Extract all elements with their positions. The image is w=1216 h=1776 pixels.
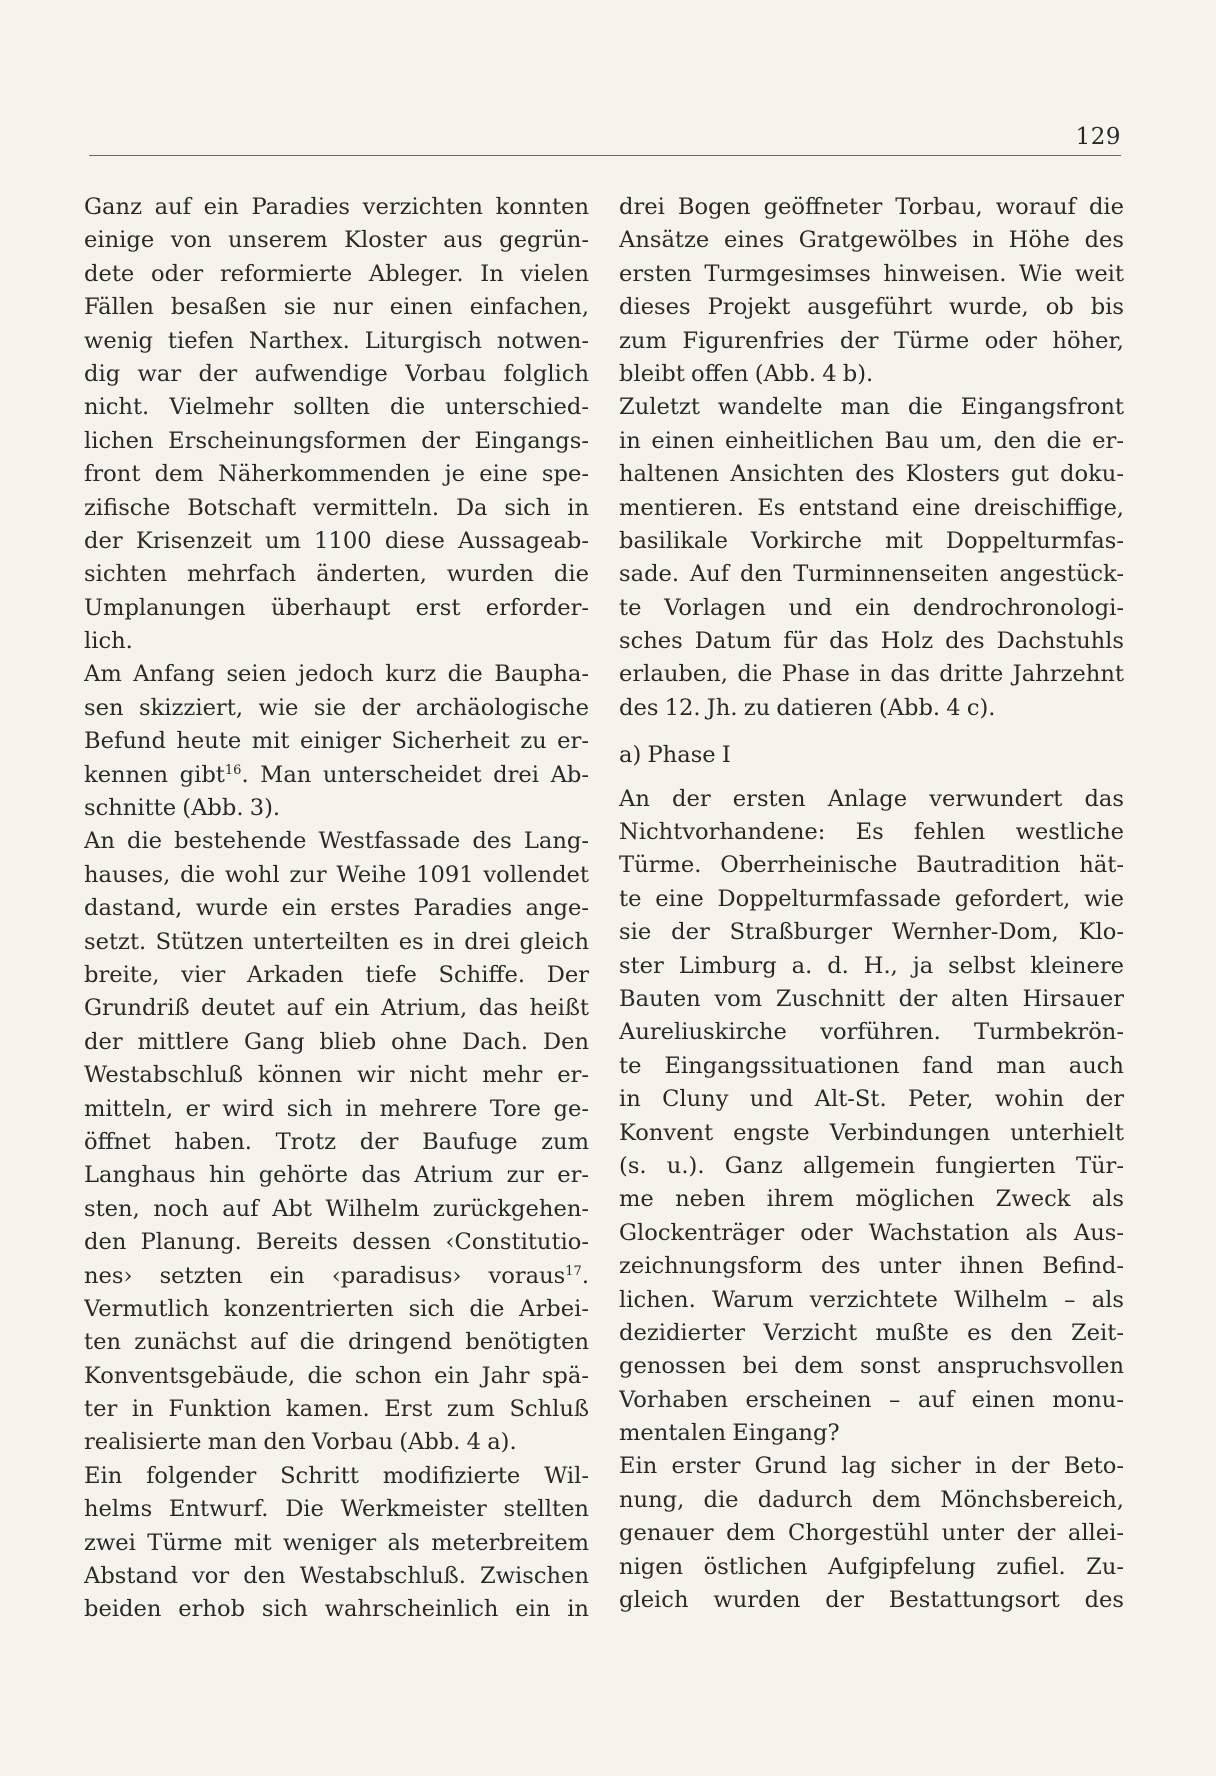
text-line: dastand, wurde ein erstes Paradies ange- <box>84 895 589 922</box>
text-line: nicht. Vielmehr sollten die unterschied- <box>84 394 589 421</box>
text-line: Türme. Oberrheinische Bautradition hät- <box>619 852 1124 879</box>
text-line: setzt. Stützen unterteilten es in drei gleich <box>84 928 589 955</box>
text-line: mentieren. Es entstand eine dreischiffige, <box>619 494 1124 521</box>
text-line: Ein erster Grund lag sicher in der Beto- <box>619 1453 1124 1480</box>
text-line: dieses Projekt ausgeführt wurde, ob bis <box>619 294 1124 321</box>
text-line: An der ersten Anlage verwundert das <box>619 785 1124 812</box>
text-line: erlauben, die Phase in das dritte Jahrzehnt <box>619 661 1124 688</box>
text-line: lichen. Warum verzichtete Wilhelm – als <box>619 1286 1124 1313</box>
text-line: lichen Erscheinungsformen der Eingangs- <box>84 427 589 454</box>
text-line: Glockenträger oder Wachstation als Aus- <box>619 1219 1124 1246</box>
text-line: des 12. Jh. zu datieren (Abb. 4 c). <box>619 694 996 721</box>
text-line: gleich wurden der Bestattungsort des <box>619 1587 1124 1614</box>
text-line: ster Limburg a. d. H., ja selbst kleinere <box>619 952 1124 979</box>
paragraph-gap <box>619 725 1124 735</box>
text-line: öffnet haben. Trotz der Baufuge zum <box>84 1128 589 1155</box>
text-line: basilikale Vorkirche mit Doppelturmfas- <box>619 527 1124 554</box>
text-line: der Krisenzeit um 1100 diese Aussageab- <box>84 527 589 554</box>
text-line: drei Bogen geöffneter Torbau, worauf die <box>619 194 1124 220</box>
text-line: realisierte man den Vorbau (Abb. 4 a). <box>84 1429 517 1456</box>
text-line: in Cluny und Alt-St. Peter, wohin der <box>619 1086 1124 1113</box>
text-line: Grundriß deutet auf ein Atrium, das heißt <box>84 995 589 1022</box>
text-line: genossen bei dem sonst anspruchsvollen <box>619 1353 1124 1380</box>
text-line: Konventsgebäude, die schon ein Jahr spä- <box>84 1362 589 1389</box>
text-line: zum Figurenfries der Türme oder höher, <box>619 327 1124 354</box>
text-line: nung, die dadurch dem Mönchsbereich, <box>619 1486 1124 1513</box>
text-line: helms Entwurf. Die Werkmeister stellten <box>84 1496 589 1523</box>
text-line: ter in Funktion kamen. Erst zum Schluß <box>84 1396 589 1423</box>
text-line: Ein folgender Schritt modifizierte Wil- <box>84 1462 589 1489</box>
text-line: nigen östlichen Aufgipfelung zufiel. Zu- <box>619 1553 1124 1580</box>
text-line: Ansätze eines Gratgewölbes in Höhe des <box>619 227 1124 254</box>
text-line: sade. Auf den Turminnenseiten angestück- <box>619 561 1124 588</box>
text-line: te Vorlagen und ein dendrochronologi- <box>619 594 1124 621</box>
text-line: Umplanungen überhaupt erst erforder- <box>84 594 589 621</box>
text-line: Ganz auf ein Paradies verzichten konnten <box>84 194 589 220</box>
page-number: 129 <box>1075 124 1121 150</box>
footnote-ref: 17 <box>565 1263 582 1279</box>
text-line: Befund heute mit einiger Sicherheit zu er- <box>84 728 589 755</box>
text-line: Fällen besaßen sie nur einen einfachen, <box>84 294 589 321</box>
right-column <box>619 191 1124 1617</box>
text-line: in einen einheitlichen Bau um, den die er- <box>619 427 1124 454</box>
text-line: mentalen Eingang? <box>619 1420 840 1447</box>
text-line: sten, noch auf Abt Wilhelm zurückgehen- <box>84 1195 589 1222</box>
text-line: ten zunächst auf die dringend benötigten <box>84 1329 589 1356</box>
text-line: Nichtvorhandene: Es fehlen westliche <box>619 819 1124 846</box>
text-line: breite, vier Arkaden tiefe Schiffe. Der <box>84 961 589 988</box>
text-line: Langhaus hin gehörte das Atrium zur er- <box>84 1162 589 1189</box>
text-line: der mittlere Gang blieb ohne Dach. Den <box>84 1028 589 1055</box>
text-line: Abstand vor den Westabschluß. Zwischen <box>84 1563 589 1590</box>
text-line: dete oder reformierte Ableger. In vielen <box>84 260 589 287</box>
text-line: Am Anfang seien jedoch kurz die Baupha- <box>84 661 589 688</box>
footnote-ref: 16 <box>224 762 242 778</box>
text-line: dezidierter Verzicht mußte es den Zeit- <box>619 1319 1124 1346</box>
text-line: te eine Doppelturmfassade gefordert, wie <box>619 885 1124 912</box>
text-line: Westabschluß können wir nicht mehr er- <box>84 1062 589 1089</box>
text-line: hauses, die wohl zur Weihe 1091 vollendet <box>84 861 589 888</box>
text-line: sichten mehrfach änderten, wurden die <box>84 561 589 588</box>
text-line: (s. u.). Ganz allgemein fungierten Tür- <box>619 1152 1124 1179</box>
text-line: Aureliuskirche vorführen. Turmbekrön- <box>619 1019 1124 1046</box>
text-line: me neben ihrem möglichen Zweck als <box>619 1186 1124 1213</box>
text-line: dig war der aufwendige Vorbau folglich <box>84 360 589 387</box>
text-line: Zuletzt wandelte man die Eingangsfront <box>619 394 1124 421</box>
paragraph-gap <box>619 773 1124 783</box>
header-rule <box>89 155 1121 156</box>
text-line: zifische Botschaft vermitteln. Da sich in <box>84 494 589 521</box>
text-line: te Eingangssituationen fand man auch <box>619 1052 1124 1079</box>
text-line: schnitte (Abb. 3). <box>84 795 281 822</box>
text-line: sches Datum für das Holz des Dachstuhls <box>619 628 1124 655</box>
text-line: den Planung. Bereits dessen ‹Constitutio- <box>84 1229 589 1256</box>
text-line: zeichnungsform des unter ihnen Befind- <box>619 1253 1124 1280</box>
text-line: haltenen Ansichten des Klosters gut doku- <box>619 461 1124 488</box>
text-line: kennen gibt$^{16}$. Man unterscheidet drei Ab- <box>84 761 589 788</box>
text-line: sie der Straßburger Wernher-Dom, Klo- <box>619 919 1124 946</box>
text-line: beiden erhob sich wahrscheinlich ein in <box>84 1596 589 1623</box>
text-line: genauer dem Chorgestühl unter der allei- <box>619 1520 1124 1547</box>
text-line: lich. <box>84 628 133 655</box>
text-line: nes› setzten ein ‹paradisus› voraus$^{17}$. <box>84 1262 589 1289</box>
text-line: bleibt offen (Abb. 4 b). <box>619 360 874 387</box>
text-line: Bauten vom Zuschnitt der alten Hirsauer <box>619 985 1124 1012</box>
left-column <box>84 191 589 1627</box>
text-line: einige von unserem Kloster aus gegrün- <box>84 227 589 254</box>
section-heading: a) Phase I <box>619 742 731 769</box>
text-line: An die bestehende Westfassade des Lang- <box>84 828 589 855</box>
text-line: mitteln, er wird sich in mehrere Tore ge- <box>84 1095 589 1122</box>
text-line: wenig tiefen Narthex. Liturgisch notwen- <box>84 327 589 354</box>
text-line: ersten Turmgesimses hinweisen. Wie weit <box>619 260 1124 287</box>
text-line: front dem Näherkommenden je eine spe- <box>84 461 589 488</box>
text-line: Vermutlich konzentrierten sich die Arbei- <box>84 1295 589 1322</box>
text-line: sen skizziert, wie sie der archäologische <box>84 694 589 721</box>
text-line: Konvent engste Verbindungen unterhielt <box>619 1119 1124 1146</box>
text-line: zwei Türme mit weniger als meterbreitem <box>84 1529 589 1556</box>
text-line: Vorhaben erscheinen – auf einen monu- <box>619 1386 1124 1413</box>
